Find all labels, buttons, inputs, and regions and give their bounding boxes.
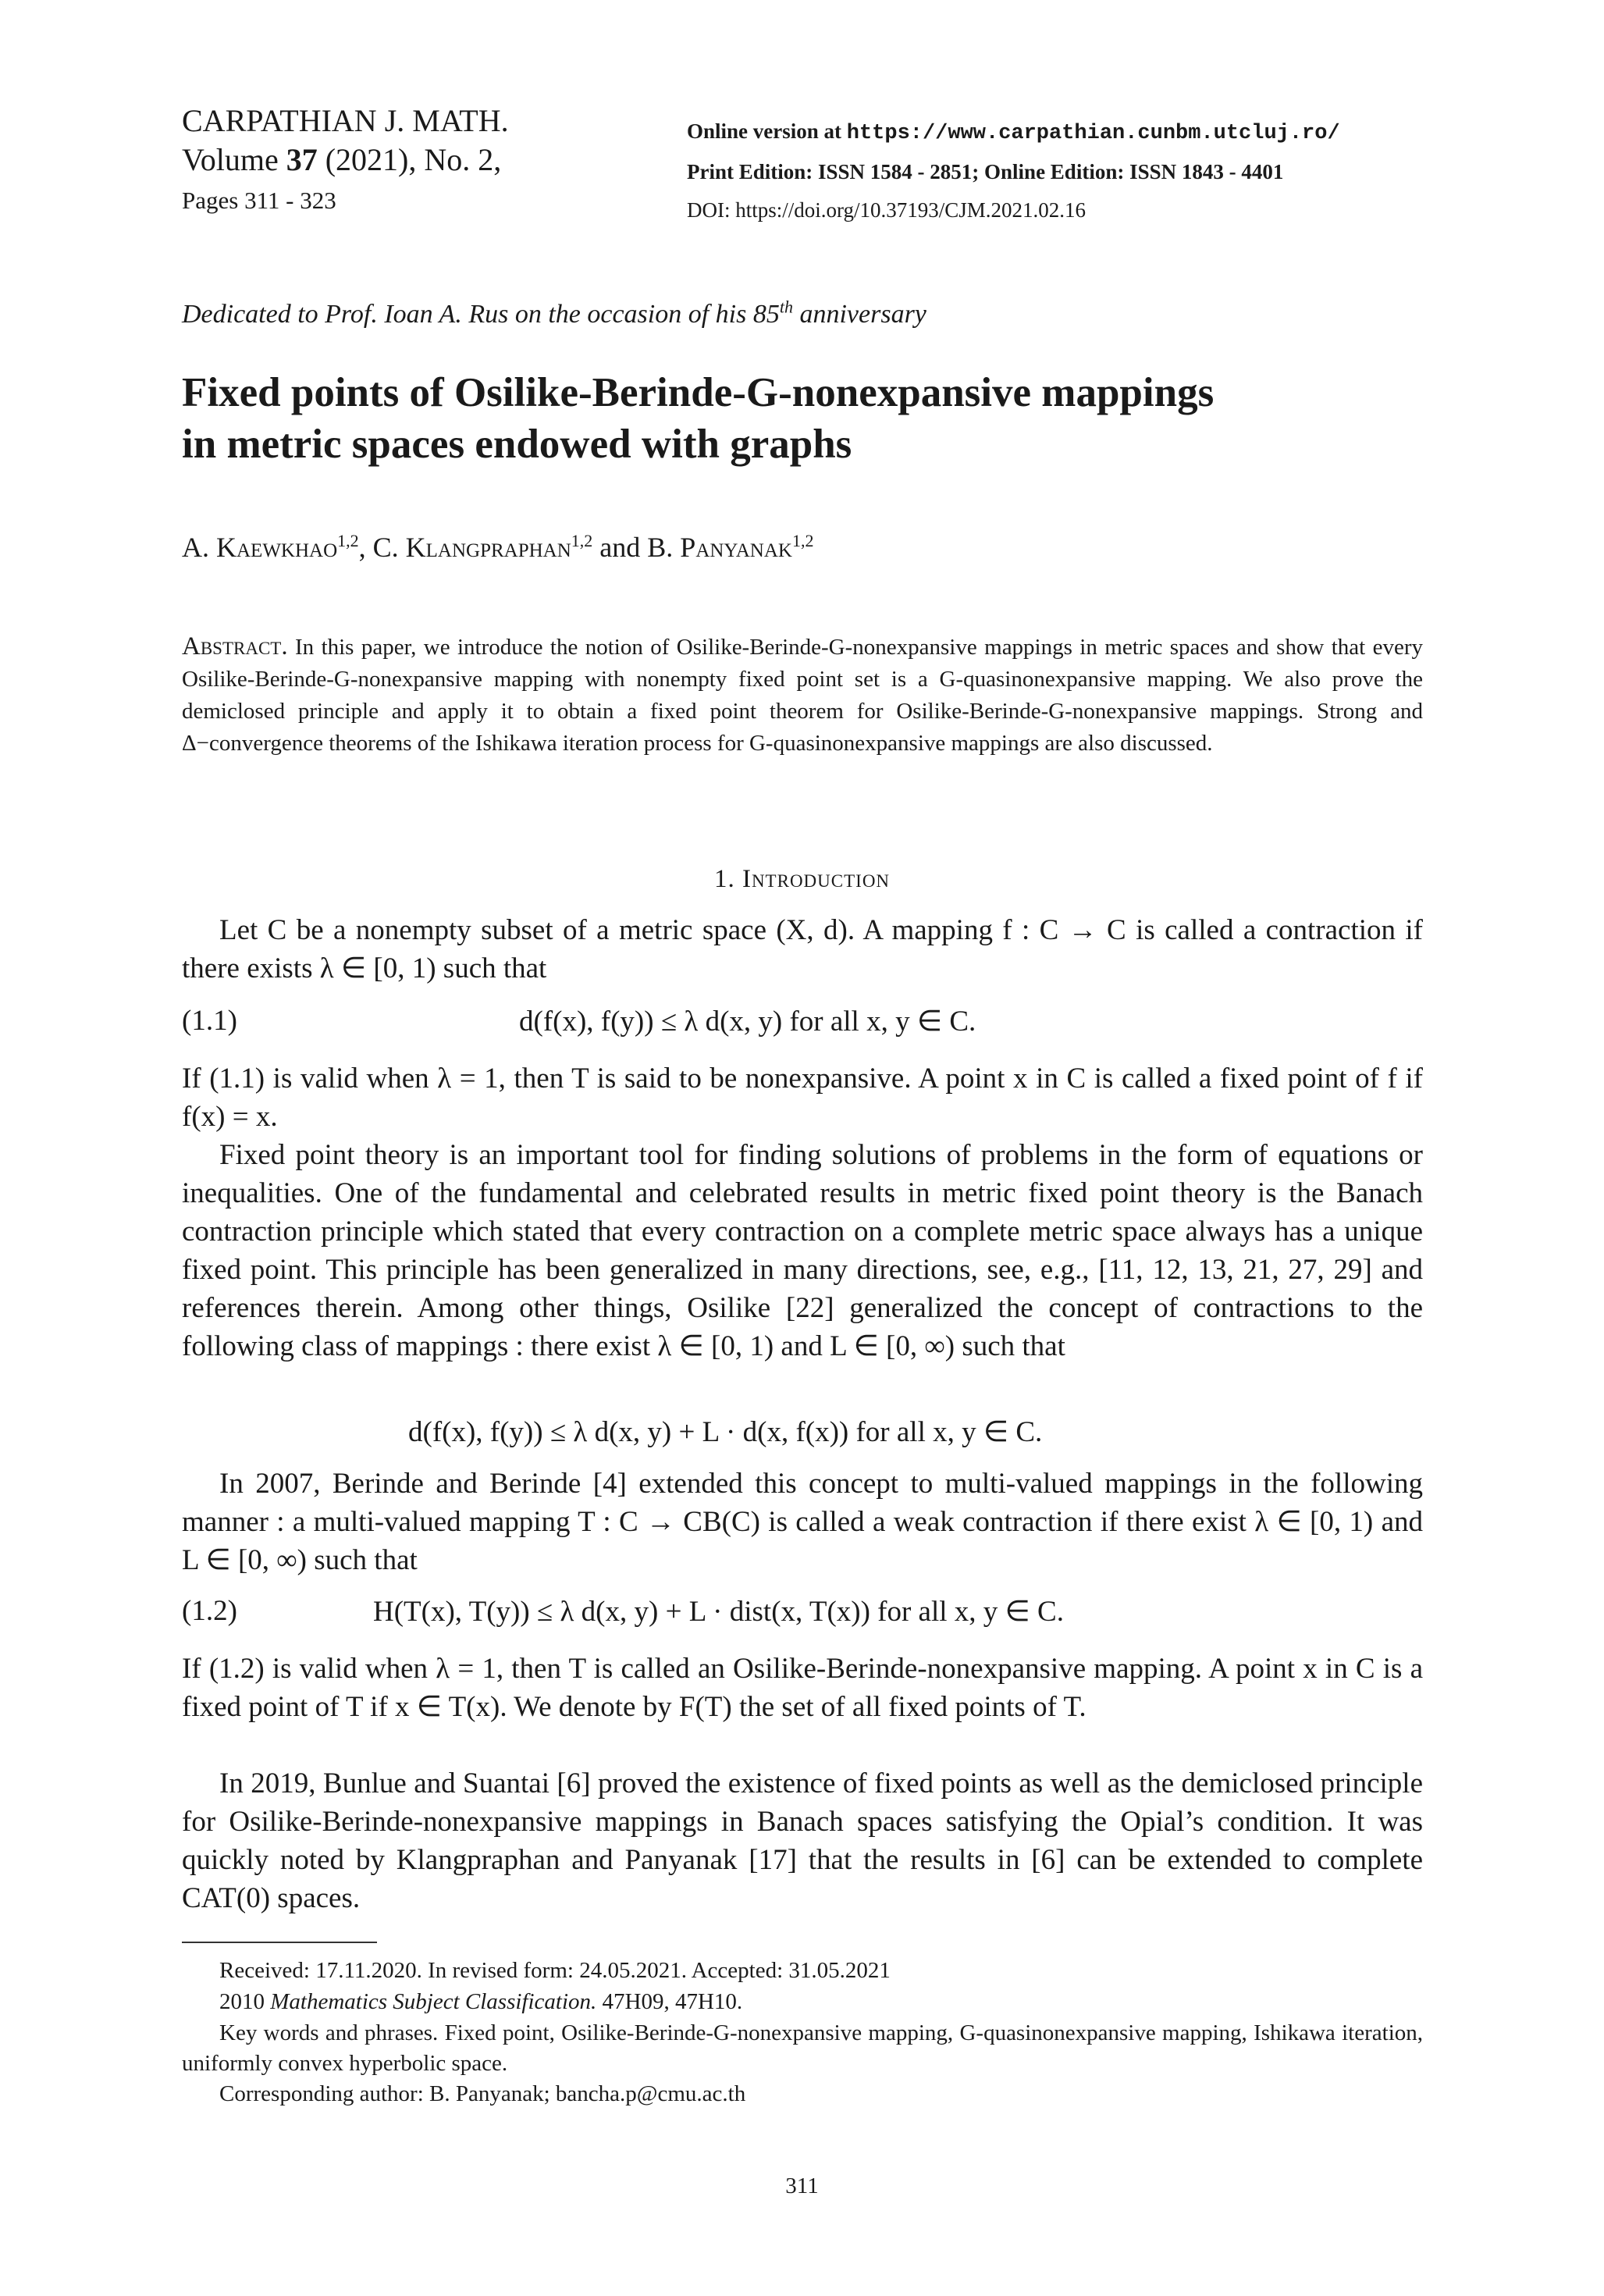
paragraph-2: If (1.1) is valid when λ = 1, then T is said to be nonexpansive. A point x in C is called a fixed point of f if f(x) = x.: [182, 1063, 1423, 1133]
section-heading: 1. Introduction: [713, 865, 891, 893]
equation-1-2: [182, 1594, 1423, 1633]
author-2-affil: 1,2: [571, 531, 593, 550]
authors: [182, 531, 813, 564]
msc-codes: 47H09, 47H10.: [596, 1989, 743, 2014]
print-edition: Print Edition: ISSN 1584 - 2851; Online Edition: ISSN 1843 - 4401: [687, 160, 1284, 183]
equation-body: d(f(x), f(y)) ≤ λ d(x, y) for all x, y ∈ C.: [519, 1006, 976, 1038]
paragraph-6: In 2019, Bunlue and Suantai [6] proved the existence of fixed points as well as the demiclosed principle for Osilike-Berinde-nonexpansive mappings in Banach spaces satisfying the Opial’s condition. It was quickly noted by Klangpraphan and Panyanak [17] that the results in [6] can be extended to complete CAT(0) spaces.: [182, 1767, 1423, 1914]
author-2: C. Klangpraphan: [372, 532, 571, 563]
volume-prefix: Volume: [182, 142, 286, 177]
equation-body: d(f(x), f(y)) ≤ λ d(x, y) + L · d(x, f(x)) for all x, y ∈ C.: [408, 1416, 1043, 1448]
author-3: B. Panyanak: [647, 532, 792, 563]
equation-body: H(T(x), T(y)) ≤ λ d(x, y) + L · dist(x, T(x)) for all x, y ∈ C.: [373, 1596, 1064, 1628]
footnote-received: Received: 17.11.2020. In revised form: 24.05.2021. Accepted: 31.05.2021: [219, 1958, 891, 1983]
author-sep: and: [592, 532, 648, 563]
author-sep: ,: [358, 532, 373, 563]
dedication-text-end: anniversary: [792, 300, 926, 329]
title-line-1: Fixed points of Osilike-Berinde-G-nonexpansive mappings: [182, 370, 1215, 415]
online-label: Online version at: [687, 119, 847, 143]
doi[interactable]: DOI: https://doi.org/10.37193/CJM.2021.02.16: [687, 198, 1087, 222]
online-url-link[interactable]: https://www.carpathian.cunbm.utcluj.ro/: [846, 122, 1340, 145]
abstract-text: In this paper, we introduce the notion of Osilike-Berinde-G-nonexpansive mappings in metric spaces and show that every Osilike-Berinde-G-nonexpansive mapping with nonempty fixed point set is a G-quasinonexpansive mapping. We also prove the demiclosed principle and apply it to obtain a fixed point theorem for Osilike-Berinde-G-nonexpansive mappings. Strong and Δ−convergence theorems of the Ishikawa iteration process for G-quasinonexpansive mappings are also discussed.: [182, 635, 1424, 756]
author-1-affil: 1,2: [337, 531, 359, 550]
volume-number: 37: [286, 142, 318, 177]
msc-year: 2010: [219, 1989, 271, 2014]
title-line-2: in metric spaces endowed with graphs: [182, 422, 852, 467]
equation-number: (1.2): [182, 1595, 237, 1627]
msc-label: Mathematics Subject Classification.: [270, 1989, 597, 2014]
journal-pages: Pages 311 - 323: [182, 187, 336, 214]
equation-1-1: [182, 1004, 1423, 1043]
footnote-msc: [182, 1987, 1423, 2017]
equation-number: (1.1): [182, 1005, 237, 1037]
journal-volume: [182, 141, 509, 180]
paragraph-1: Let C be a nonempty subset of a metric space (X, d). A mapping f : C → C is called a contraction if there exists λ ∈ [0, 1) such that: [182, 914, 1423, 984]
paragraph-4: In 2007, Berinde and Berinde [4] extended this concept to multi-valued mappings in the following manner : a multi-valued mapping T : C → CB(C) is called a weak contraction if there exist λ ∈ [0, 1) and L ∈ [0, ∞) such that: [182, 1468, 1423, 1576]
abstract: [182, 631, 1423, 760]
footnote-corresponding: Corresponding author: B. Panyanak; bancha.p@cmu.ac.th: [219, 2081, 746, 2106]
equation-osilike: [182, 1415, 1423, 1454]
abstract-label: Abstract.: [182, 632, 288, 660]
paragraph-5: If (1.2) is valid when λ = 1, then T is called an Osilike-Berinde-nonexpansive mapping. A point x in C is a fixed point of T if x ∈ T(x). We denote by F(T) the set of all fixed points of T.: [182, 1653, 1423, 1723]
dedication-text: Dedicated to Prof. Ioan A. Rus on the occasion of his 85: [182, 300, 780, 329]
footnote-rule: [182, 1942, 377, 1943]
journal-name: CARPATHIAN J. MATH.: [182, 103, 509, 138]
dedication: [182, 297, 926, 329]
footnote-keywords: Key words and phrases. Fixed point, Osilike-Berinde-G-nonexpansive mapping, G-quasinonexpansive mapping, Ishikawa iteration, uniformly convex hyperbolic space.: [182, 2020, 1423, 2076]
paper-title: [182, 367, 1462, 470]
publication-info: [687, 112, 1340, 230]
journal-info: [182, 101, 509, 220]
volume-suffix: (2021), No. 2,: [317, 142, 502, 177]
online-version: [687, 112, 1340, 153]
author-3-affil: 1,2: [791, 531, 814, 550]
page-number: 311: [785, 2173, 819, 2198]
dedication-sup: th: [779, 297, 793, 317]
author-1: A. Kaewkhao: [182, 532, 338, 563]
paragraph-3: Fixed point theory is an important tool for finding solutions of problems in the form of equations or inequalities. One of the fundamental and celebrated results in metric fixed point theory is the Banach contraction principle which stated that every contraction on a complete metric space always has a unique fixed point. This principle has been generalized in many directions, see, e.g., [11, 12, 13, 21, 27, 29] and references therein. Among other things, Osilike [22] generalized the concept of contractions to the following class of mappings : there exist λ ∈ [0, 1) and L ∈ [0, ∞) such that: [182, 1139, 1423, 1362]
